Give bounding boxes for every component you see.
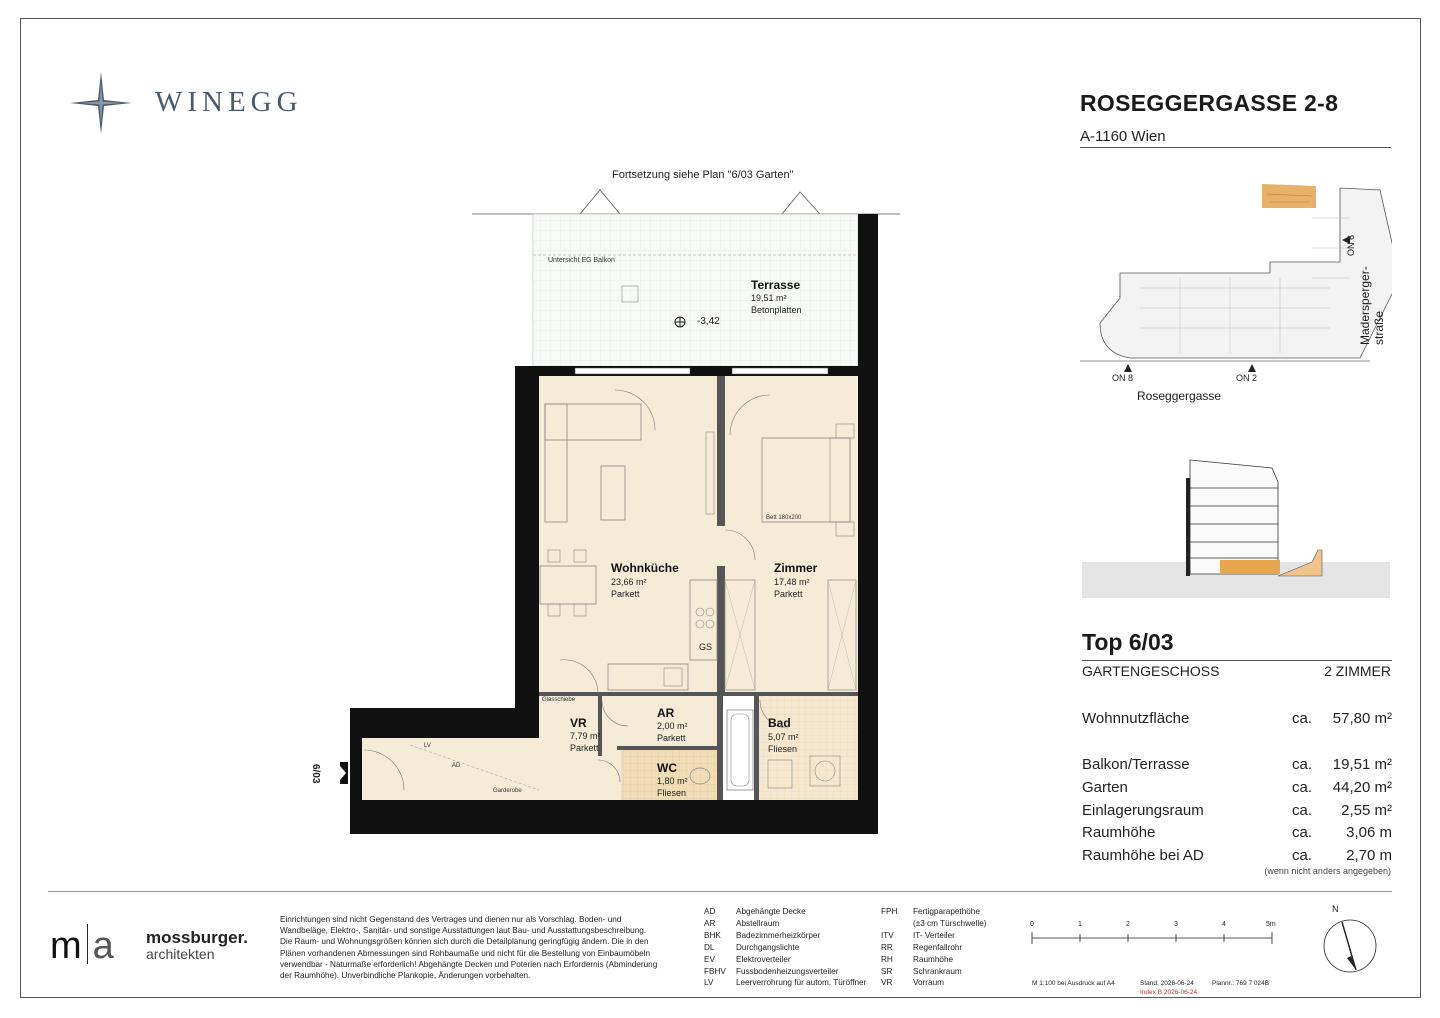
untersicht-label: Untersicht EG Balkon [548,257,615,264]
site-plan [1080,178,1392,398]
abbr-item: (±3 cm Türschwelle) [913,918,987,928]
marker-on2: ON 2 [1236,373,1258,383]
room-wc-name: WC [657,761,677,775]
marker-on8: ON 8 [1112,373,1134,383]
abbreviations-right [881,906,987,989]
scale-note: M 1:100 bei Ausdruck auf A4 [1032,980,1115,987]
room-wohnkueche-material: Parkett [611,589,640,599]
north-arrow-icon [1318,912,1382,976]
area-label: Wohnnutzfläche [1082,710,1190,727]
abbr-item: RH Raumhöhe [881,954,954,964]
abbreviations-left [704,906,866,989]
area-value: 2,55 m² [1341,802,1392,819]
north-label: N [1332,904,1339,914]
area-note: (wenn nicht anders angegeben) [1264,866,1391,876]
plan-number: Plannr.: 769 7 024B [1212,980,1270,987]
entrance-label: 6/03 [310,764,321,784]
room-bad-area: 5,07 m² [768,732,799,742]
gardrobe-label: Garderobe [493,788,522,794]
continuation-note: Fortsetzung siehe Plan "6/03 Garten" [612,169,794,181]
unit-title: Top 6/03 [1082,629,1174,655]
area-value: 44,20 m² [1332,779,1392,796]
room-terrasse-area: 19,51 m² [751,293,787,303]
gs-label: GS [699,642,713,652]
architect-mark-a: a [92,925,114,967]
disclaimer-text: Einrichtungen sind nicht Gegenstand des Vertrages und dienen nur als Vorschlag. Boden- und Wandbeläge, Elektro-, Sanitär- und sonstige Ausstattungen laut Bau- und Ausstattungsbeschreibung. Die Raum- und Wohnungsgrößen können sich durch die Detailplanung geringfügig ändern. Die in den Plänen vorhandenen Abmessungen sind Rohbaumaße und nicht für die Bestellung von Einbaumöbeln verwendbar - Naturmaße erforderlich! Abgehängte Decken und Poterien nach Erfordernis (Abminderung der Raumhöhe). Unverbindliche Plankopie, Änderungen vorbehalten. [280,915,658,981]
building-section [1082,458,1392,600]
street-roseggergasse: Roseggergasse [1137,389,1222,403]
area-ca: ca. [1292,824,1313,841]
area-label: Garten [1082,779,1128,796]
abbr-item: LV Leerverrohrung für autom. Türöffner [704,978,867,988]
scale-tick-1: 1 [1078,921,1082,928]
elevation-label: -3,42 [697,316,720,327]
area-value: 2,70 m [1346,847,1392,864]
project-title: ROSEGGERGASSE 2-8 [1080,90,1339,116]
abbr-item: SR Schrankraum [881,966,962,976]
room-vr-area: 7,79 m² [570,731,601,741]
area-value: 3,06 m [1346,824,1392,841]
abbr-item: FBHV Fussbodenheizungsverteiler [704,966,839,976]
abbr-item: EV Elektroverteiler [704,954,791,964]
street-maderspergerstrasse: Maderspergerstraße [1358,266,1386,345]
room-vr-material: Parkett [570,743,599,753]
abbr-item: AR Abstellraum [704,918,780,928]
room-wohnkueche-name: Wohnküche [611,561,679,575]
room-ar-area: 2,00 m² [657,721,688,731]
room-bad-material: Fliesen [768,744,798,754]
room-zimmer-area: 17,48 m² [774,577,810,587]
area-ca: ca. [1292,847,1313,864]
room-ar-material: Parkett [657,733,686,743]
architect-name: mossburger. [146,928,249,947]
brand-logo: WINEGG [155,86,303,118]
area-value: 19,51 m² [1332,756,1392,773]
room-wc-material: Fliesen [657,788,687,798]
index-date: Index B 2026-06-24 [1140,989,1198,996]
abbr-item: VR Vorraum [881,978,944,988]
room-ar-name: AR [657,706,675,720]
architect-sub: architekten [146,946,215,962]
room-terrasse-material: Betonplatten [751,305,802,315]
room-wc-area: 1,80 m² [657,776,688,786]
bed-label: Bett 180x200 [766,515,802,521]
abbr-item: DL Durchgangslichte [704,942,800,952]
unit-rule [1082,660,1392,661]
glass-label: Glasschiebe [542,697,576,703]
room-terrasse-name: Terrasse [751,278,801,292]
stand-date: Stand: 2026-06-24 [1140,980,1194,987]
room-zimmer-name: Zimmer [774,561,818,575]
scale-bar [1030,928,1278,946]
scale-tick-3: 3 [1174,921,1178,928]
area-label: Raumhöhe bei AD [1082,847,1204,864]
winegg-star-icon [68,70,134,136]
room-wohnkueche-area: 23,66 m² [611,577,647,587]
area-label: Einlagerungsraum [1082,802,1204,819]
lv-label: LV [424,743,431,749]
room-vr-name: VR [570,716,587,730]
header-rule [1080,147,1391,148]
architect-logo [50,924,114,968]
abbr-item: BHK Badezimmerheizkörper [704,930,821,940]
scale-tick-4: 4 [1222,921,1226,928]
project-city: A-1160 Wien [1080,128,1166,145]
area-value: 57,80 m² [1332,710,1392,727]
area-ca: ca. [1292,756,1313,773]
unit-rooms: 2 ZIMMER [1324,663,1391,679]
area-row-einlagerungsraum [1082,802,1392,819]
footer-rule [48,891,1392,892]
architect-mark-m: m [50,925,82,967]
area-row-raumhoehe-ad [1082,847,1392,864]
scale-tick-5: 5m [1266,921,1276,928]
area-ca: ca. [1292,710,1313,727]
unit-floor: GARTENGESCHOSS [1082,663,1220,679]
abbr-item: FPH Fertigparapethöhe [881,907,980,916]
room-zimmer-material: Parkett [774,589,803,599]
area-row-raumhoehe [1082,824,1392,841]
area-row-garten [1082,779,1392,796]
area-ca: ca. [1292,802,1313,819]
abbr-item: AD Abgehängte Decke [704,907,806,916]
abbr-item: ITV IT- Verteiler [881,930,955,940]
area-label: Raumhöhe [1082,824,1156,841]
marker-on6: ON 6 [1346,234,1356,256]
area-row-wohnnutzflaeche [1082,710,1392,727]
ad-label: AD [452,763,461,769]
area-row-balkon [1082,756,1392,773]
scale-tick-0: 0 [1030,921,1034,928]
area-label: Balkon/Terrasse [1082,756,1190,773]
floor-plan [340,180,900,840]
room-bad-name: Bad [768,716,791,730]
area-ca: ca. [1292,779,1313,796]
scale-tick-2: 2 [1126,921,1130,928]
abbr-item: RR Regenfallrohr [881,942,963,952]
